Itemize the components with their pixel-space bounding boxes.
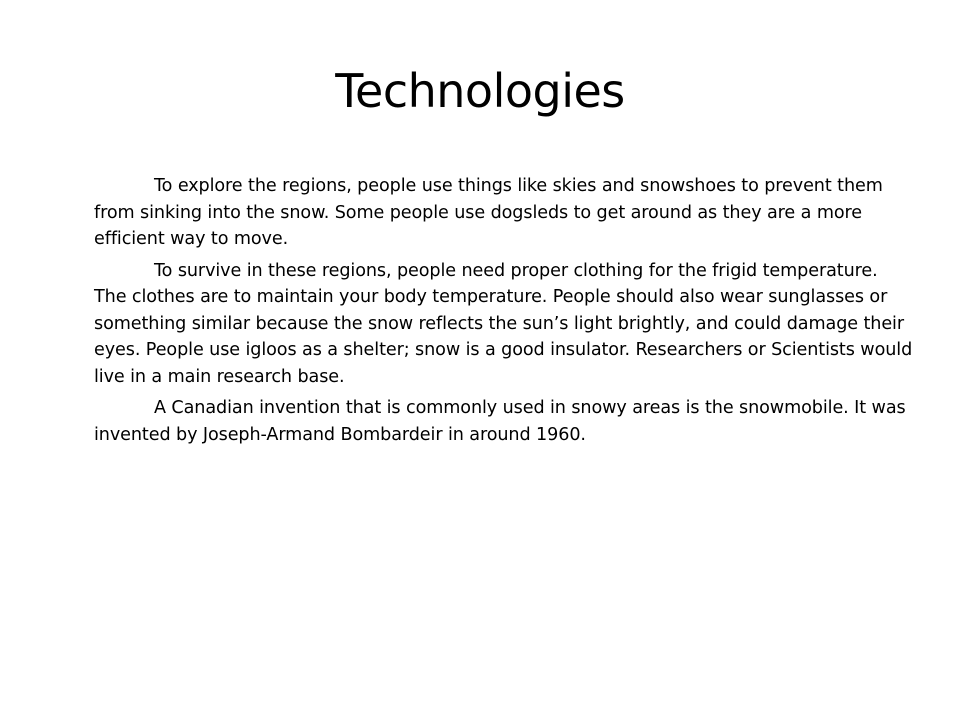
paragraph-survival: To survive in these regions, people need proper clothing for the frigid temperature. The clothes are to maintain your body temperature. People should also wear sunglasses or something similar because the snow reflects the sun’s light brightly, and could damage their eyes. People use igloos as a shelter; snow is a good insulator. Researchers or Scientists would live in a main research base. xyxy=(94,260,913,387)
slide-title: Technologies xyxy=(335,64,625,118)
paragraph-exploration: To explore the regions, people use things like skies and snowshoes to prevent them from sinking into the snow. Some people use dogsleds to get around as they are a more efficient way to move. xyxy=(94,176,883,249)
paragraph-invention: A Canadian invention that is commonly used in snowy areas is the snowmobile. It was invented by Joseph-Armand Bombardeir in around 1960. xyxy=(94,398,906,445)
slide-body xyxy=(94,173,914,453)
